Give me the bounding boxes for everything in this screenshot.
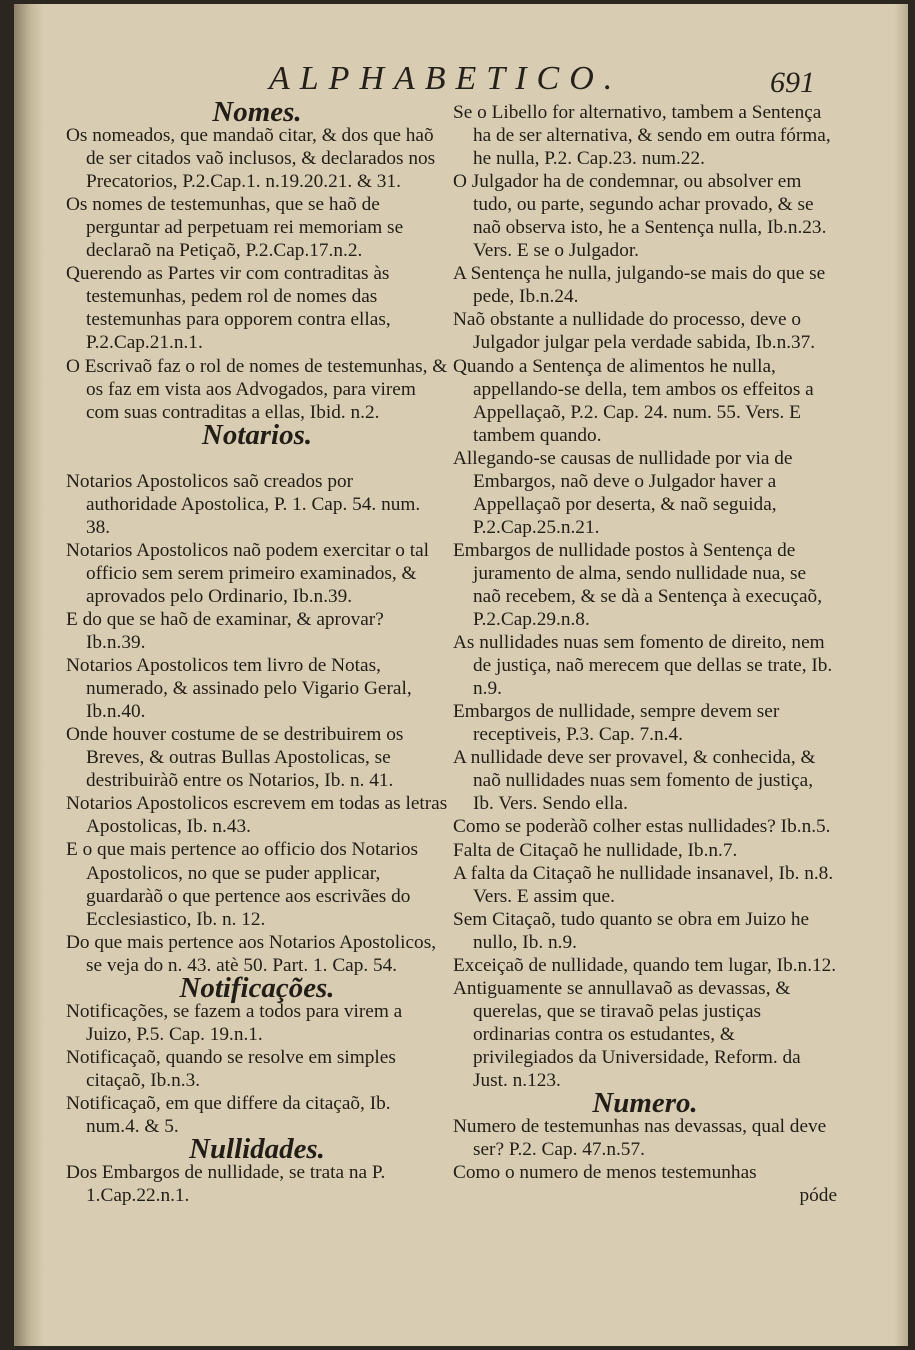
index-entry-text: A Sentença he nulla, julgando-se mais do que se pede, Ib.n.24. (453, 263, 826, 308)
index-entry (66, 470, 448, 539)
index-entry (453, 539, 837, 631)
index-entry-text: Antiguamente se annullavaõ as devassas, & querelas, que se tiravaõ pelas justiças ordinarias contra os estudantes, & privilegiados da Universidade, Reform. da Just. n.123. (453, 977, 801, 1091)
index-entry-text: Notarios Apostolicos tem livro de Notas, numerado, & assinado pelo Vigario Geral, Ib.n.40. (66, 655, 412, 723)
index-entry-text: Notarios Apostolicos saõ creados por authoridade Apostolica, P. 1. Cap. 54. num. 38. (66, 470, 421, 538)
index-entry-text: Onde houver costume de se destribuirem os Breves, & outras Bullas Apostolicas, se destribuiràõ entre os Notarios, Ib. n. 41. (66, 724, 404, 792)
index-entry-text: Embargos de nullidade postos à Sentença de juramento de alma, sendo nullidade nua, se naõ recebem, & se dà a Sentença à execuçaõ, P.2.Cap.29.n.8. (453, 539, 823, 631)
page-gutter (14, 4, 44, 1346)
section-heading: Nomes. (212, 96, 302, 128)
book-page (14, 4, 908, 1346)
index-entry-text: E o que mais pertence ao officio dos Notarios Apostolicos, no que se puder applicar, guardaràõ o que pertence aos escrivães do Ecclesiastico, Ib. n. 12. (66, 839, 418, 930)
index-entry (66, 124, 448, 193)
index-entry (453, 170, 837, 262)
index-entry (453, 631, 837, 700)
section-heading: Nullidades. (189, 1133, 325, 1166)
index-entry-text: A falta da Citaçaõ he nullidade insanavel, Ib. n.8. Vers. E assim que. (453, 862, 834, 907)
index-entry-text: Os nomes de testemunhas, que se haõ de perguntar ad perpetuam rei memoriam se declaraõ na Petiçaõ, P.2.Cap.17.n.2. (66, 194, 404, 262)
index-entry (66, 539, 448, 608)
index-entry (453, 954, 837, 977)
left-column (66, 96, 448, 1207)
running-head: ALPHABETICO. (269, 60, 623, 97)
index-entry (66, 723, 448, 792)
index-entry-text: Sem Citaçaõ, tudo quanto se obra em Juizo he nullo, Ib. n.9. (453, 908, 810, 953)
index-entry-text: Naõ obstante a nullidade do processo, deve o Julgador julgar pela verdade sabida, Ib.n.37. (453, 309, 816, 354)
index-entry (453, 839, 837, 862)
index-entry-text: O Julgador ha de condemnar, ou absolver em tudo, ou parte, segundo achar provado, & se naõ observa isto, he a Sentença nulla, Ib.n.23. Vers. E se o Julgador. (453, 171, 827, 262)
index-entry-text: Embargos de nullidade, sempre devem ser receptiveis, P.3. Cap. 7.n.4. (453, 701, 780, 746)
index-entry (66, 1092, 448, 1138)
section-heading: Numero. (592, 1087, 698, 1120)
index-entry-text: Notificações, se fazem a todos para virem a Juizo, P.5. Cap. 19.n.1. (66, 1000, 403, 1045)
index-entry (453, 746, 837, 815)
index-entry-text: O Escrivaõ faz o rol de nomes de testemunhas, & os faz em vista aos Advogados, para virem com suas contraditas a ellas, Ibid. n.2. (66, 355, 448, 423)
index-entry-text: Como se poderàõ colher estas nullidades? Ib.n.5. (453, 816, 831, 838)
index-entry (66, 931, 448, 977)
index-entry (453, 862, 837, 908)
index-entry-text: As nullidades nuas sem fomento de direito, nem de justiça, naõ merecem que dellas se trate, Ib. n.9. (453, 632, 833, 700)
index-entry-text: Numero de testemunhas nas devassas, qual deve ser? P.2. Cap. 47.n.57. (453, 1116, 827, 1161)
index-entry (453, 1115, 837, 1161)
index-entry (66, 193, 448, 262)
index-entry-text: Os nomeados, que mandaõ citar, & dos que haõ de ser citados vaõ inclusos, & declarados nos Precatorios, P.2.Cap.1. n.19.20.21. & 31. (66, 125, 436, 193)
index-entry (66, 838, 448, 930)
index-entry-text: Notificaçaõ, quando se resolve em simples citaçaõ, Ib.n.3. (66, 1046, 396, 1091)
index-entry-text: Notarios Apostolicos naõ podem exercitar o tal officio sem serem primeiro examinados, & aprovados pelo Ordinario, Ib.n.39. (66, 539, 430, 607)
catchword: póde (799, 1185, 837, 1207)
index-entry (66, 262, 448, 354)
index-entry (66, 1161, 448, 1207)
index-entry (453, 262, 837, 308)
right-column (453, 101, 837, 1207)
index-entry (453, 700, 837, 746)
index-entry-text: Do que mais pertence aos Notarios Apostolicos, se veja do n. 43. atè 50. Part. 1. Cap. 54. (66, 931, 437, 976)
index-entry (453, 815, 837, 838)
index-entry-text: Dos Embargos de nullidade, se trata na P. 1.Cap.22.n.1. (66, 1162, 386, 1207)
index-entry (453, 308, 837, 354)
index-entry (66, 608, 448, 654)
index-entry (453, 977, 837, 1092)
index-entry-text: Allegando-se causas de nullidade por via de Embargos, naõ deve o Julgador haver a Appellaçaõ por deserta, & naõ seguida, P.2.Cap.25.n.21. (453, 447, 793, 538)
page-number: 691 (770, 66, 815, 99)
index-entry (66, 792, 448, 838)
index-entry-text: A nullidade deve ser provavel, & conhecida, & naõ nullidades nuas sem fomento de justiça, Ib. Vers. Sendo ella. (453, 747, 816, 815)
index-entry-text: Se o Libello for alternativo, tambem a Sentença ha de ser alternativa, & sendo em outra fórma, he nulla, P.2. Cap.23. num.22. (453, 102, 831, 170)
index-entry-text: Exceiçaõ de nullidade, quando tem lugar, Ib.n.12. (453, 954, 837, 976)
section-heading: Notificações. (179, 971, 335, 1004)
index-entry (453, 447, 837, 539)
index-entry (66, 355, 448, 424)
index-entry-text: Falta de Citaçaõ he nullidade, Ib.n.7. (453, 839, 738, 861)
index-entry (453, 908, 837, 954)
index-entry (66, 654, 448, 723)
section-heading: Notarios. (201, 418, 313, 451)
index-entry-text: Como o numero de menos testemunhas (453, 1162, 757, 1184)
index-entry-text: Notificaçaõ, em que differe da citaçaõ, Ib. num.4. & 5. (66, 1092, 391, 1138)
index-entry-text: E do que se haõ de examinar, & aprovar? Ib.n.39. (66, 608, 384, 654)
index-entry-text: Notarios Apostolicos escrevem em todas as letras Apostolicas, Ib. n.43. (66, 793, 448, 838)
index-entry-text: Quando a Sentença de alimentos he nulla, appellando-se della, tem ambos os effeitos a Appellaçaõ, P.2. Cap. 24. num. 55. Vers. E tambem quando. (453, 355, 814, 446)
index-entry (453, 101, 837, 170)
index-entry (66, 1046, 448, 1092)
index-entry-text: Querendo as Partes vir com contraditas às testemunhas, pedem rol de nomes das testemunhas para opporem contra ellas, P.2.Cap.21.n.1. (66, 263, 391, 354)
index-entry (453, 1161, 837, 1184)
index-entry (453, 355, 837, 447)
index-entry (66, 1000, 448, 1046)
page-edge (894, 4, 908, 1346)
